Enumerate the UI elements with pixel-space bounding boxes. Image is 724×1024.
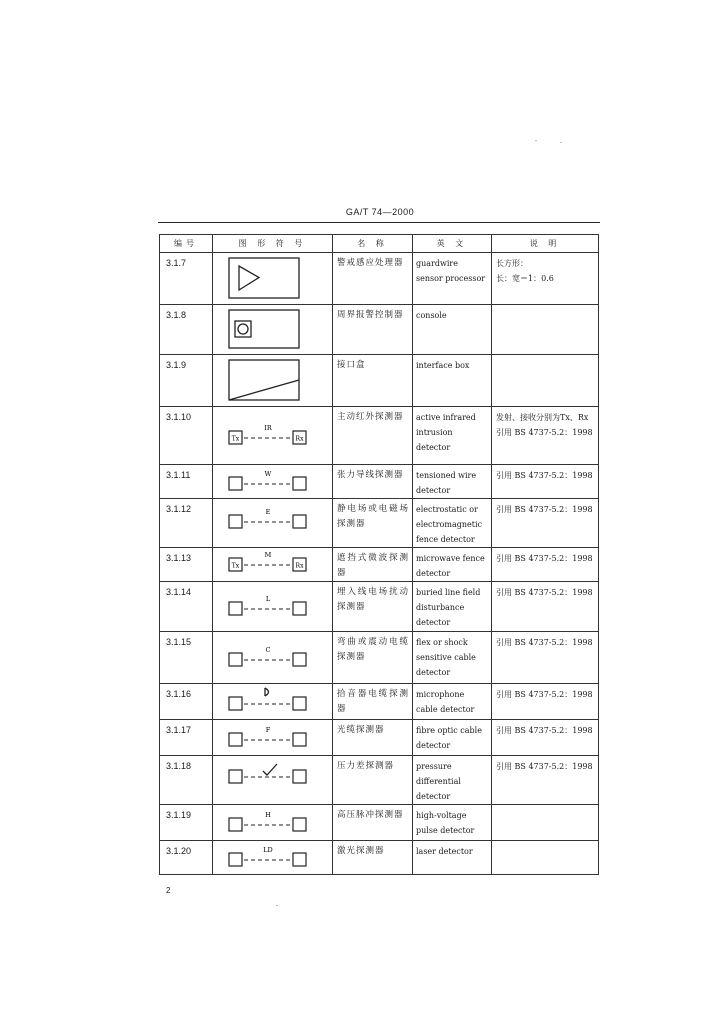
row-symbol-cell — [213, 805, 333, 841]
row-note: 发射、接收分别为Tx、Rx — [496, 413, 589, 422]
row-code: 3.1.20 — [160, 841, 213, 875]
table-row — [160, 720, 599, 756]
row-note: 长方形： — [496, 259, 528, 268]
table-row — [160, 305, 599, 355]
row-name: 高压脉冲探测器 — [333, 805, 413, 841]
row-english: active infrared intrusion detector — [413, 407, 492, 465]
microphone-detector-symbol — [213, 684, 333, 720]
column-header-english: 英 文 — [413, 235, 492, 253]
row-code: 3.1.8 — [160, 305, 213, 355]
console-symbol — [213, 305, 333, 355]
row-symbol-cell — [213, 355, 333, 407]
row-symbol-cell — [213, 720, 333, 756]
row-symbol-cell — [213, 632, 333, 684]
row-notes — [492, 253, 599, 305]
row-symbol-cell — [213, 684, 333, 720]
row-code: 3.1.7 — [160, 253, 213, 305]
row-name: 警戒感应处理器 — [333, 253, 413, 305]
row-name: 激光探测器 — [333, 841, 413, 875]
row-english: laser detector — [413, 841, 492, 875]
detector-label: M — [264, 551, 272, 559]
tx-label: Tx — [231, 435, 240, 443]
detector-label: L — [265, 595, 271, 603]
row-code: 3.1.15 — [160, 632, 213, 684]
line-detector-symbol — [213, 499, 333, 541]
row-symbol-cell — [213, 841, 333, 875]
table-row — [160, 684, 599, 720]
row-note: 长：宽＝1：0.6 — [496, 274, 554, 283]
rx-label: Rx — [295, 435, 304, 443]
table-row — [160, 253, 599, 305]
scan-speck — [560, 142, 562, 143]
tx-rx-detector-symbol — [213, 407, 333, 465]
interface-box-symbol — [213, 355, 333, 407]
row-notes — [492, 499, 599, 548]
table-row — [160, 756, 599, 805]
page-number: 2 — [166, 886, 171, 895]
row-english: interface box — [413, 355, 492, 407]
tx-rx-detector-symbol — [213, 548, 333, 578]
row-name: 遮挡式微波探测器 — [333, 548, 413, 582]
line-detector-symbol — [213, 720, 333, 756]
column-header-code: 编号 — [160, 235, 213, 253]
row-notes — [492, 305, 599, 355]
detector-label: E — [265, 508, 271, 516]
row-notes — [492, 720, 599, 756]
row-name: 主动红外探测器 — [333, 407, 413, 465]
row-english: high-voltage pulse detector — [413, 805, 492, 841]
row-symbol-cell — [213, 465, 333, 499]
line-detector-symbol — [213, 841, 333, 875]
table-row — [160, 582, 599, 632]
row-english: fibre optic cable detector — [413, 720, 492, 756]
detector-label: H — [265, 811, 271, 819]
line-detector-symbol — [213, 632, 333, 684]
row-name: 拾音器电缆探测器 — [333, 684, 413, 720]
row-name: 张力导线探测器 — [333, 465, 413, 499]
column-header-symbol: 图 形 符 号 — [213, 235, 333, 253]
row-notes — [492, 355, 599, 407]
row-english: flex or shock sensitive cable detector — [413, 632, 492, 684]
row-note: 引用 BS 4737-5.2：1998 — [496, 554, 593, 563]
row-notes — [492, 841, 599, 875]
row-english: microwave fence detector — [413, 548, 492, 582]
row-notes — [492, 805, 599, 841]
row-symbol-cell — [213, 499, 333, 548]
row-notes — [492, 756, 599, 805]
scan-speck — [535, 140, 537, 141]
table-row — [160, 355, 599, 407]
row-name: 周界报警控制器 — [333, 305, 413, 355]
row-symbol-cell — [213, 253, 333, 305]
pressure-detector-symbol — [213, 756, 333, 794]
line-detector-symbol — [213, 465, 333, 499]
row-code: 3.1.11 — [160, 465, 213, 499]
row-code: 3.1.13 — [160, 548, 213, 582]
row-code: 3.1.12 — [160, 499, 213, 548]
table-row — [160, 407, 599, 465]
table-row — [160, 805, 599, 841]
row-symbol-cell — [213, 582, 333, 632]
detector-label: C — [265, 646, 271, 654]
row-english: electrostatic or electromagnetic fence detector — [413, 499, 492, 548]
row-notes — [492, 465, 599, 499]
row-symbol-cell — [213, 756, 333, 805]
row-note: 引用 BS 4737-5.2：1998 — [496, 588, 593, 597]
symbol-table — [159, 234, 599, 875]
document-header: GA/T 74—2000 — [345, 207, 415, 217]
row-symbol-cell — [213, 305, 333, 355]
row-notes — [492, 407, 599, 465]
scan-speck — [276, 905, 278, 906]
row-notes — [492, 684, 599, 720]
row-code: 3.1.10 — [160, 407, 213, 465]
table-row — [160, 548, 599, 582]
table-header-row — [160, 235, 599, 253]
detector-label: LD — [263, 846, 273, 854]
table-row — [160, 841, 599, 875]
row-note: 引用 BS 4737-5.2：1998 — [496, 505, 593, 514]
row-code: 3.1.19 — [160, 805, 213, 841]
column-header-name: 名 称 — [333, 235, 413, 253]
row-notes — [492, 632, 599, 684]
row-name: 静电场或电磁场探测器 — [333, 499, 413, 548]
row-note: 引用 BS 4737-5.2：1998 — [496, 690, 593, 699]
row-english: guardwire sensor processor — [413, 253, 492, 305]
row-code: 3.1.16 — [160, 684, 213, 720]
detector-label: W — [264, 470, 272, 478]
row-english: pressure differential detector — [413, 756, 492, 805]
row-english: tensioned wire detector — [413, 465, 492, 499]
column-header-notes: 说 明 — [492, 235, 599, 253]
row-note: 引用 BS 4737-5.2：1998 — [496, 471, 593, 480]
row-english: microphone cable detector — [413, 684, 492, 720]
line-detector-symbol — [213, 582, 333, 632]
row-name: 压力差探测器 — [333, 756, 413, 805]
row-code: 3.1.18 — [160, 756, 213, 805]
row-symbol-cell — [213, 407, 333, 465]
row-name: 光缆探测器 — [333, 720, 413, 756]
table-row — [160, 499, 599, 548]
row-name: 埋入线电场扰动探测器 — [333, 582, 413, 632]
row-notes — [492, 548, 599, 582]
table-row — [160, 465, 599, 499]
detector-label: IR — [264, 424, 272, 432]
row-note: 引用 BS 4737-5.2：1998 — [496, 726, 593, 735]
row-english: buried line field disturbance detector — [413, 582, 492, 632]
tx-label: Tx — [231, 562, 240, 570]
row-name: 弯曲或震动电缆探测器 — [333, 632, 413, 684]
row-notes — [492, 582, 599, 632]
row-code: 3.1.17 — [160, 720, 213, 756]
row-name: 接口盒 — [333, 355, 413, 407]
row-note: 引用 BS 4737-5.2：1998 — [496, 762, 593, 771]
row-symbol-cell — [213, 548, 333, 582]
header-rule — [158, 222, 600, 223]
rx-label: Rx — [295, 562, 304, 570]
guardwire-processor-symbol — [213, 253, 333, 305]
row-note: 引用 BS 4737-5.2：1998 — [496, 638, 593, 647]
line-detector-symbol — [213, 805, 333, 841]
row-code: 3.1.14 — [160, 582, 213, 632]
row-note: 引用 BS 4737-5.2：1998 — [496, 428, 593, 437]
row-code: 3.1.9 — [160, 355, 213, 407]
table-row — [160, 632, 599, 684]
row-english: console — [413, 305, 492, 355]
detector-label: F — [265, 726, 271, 734]
